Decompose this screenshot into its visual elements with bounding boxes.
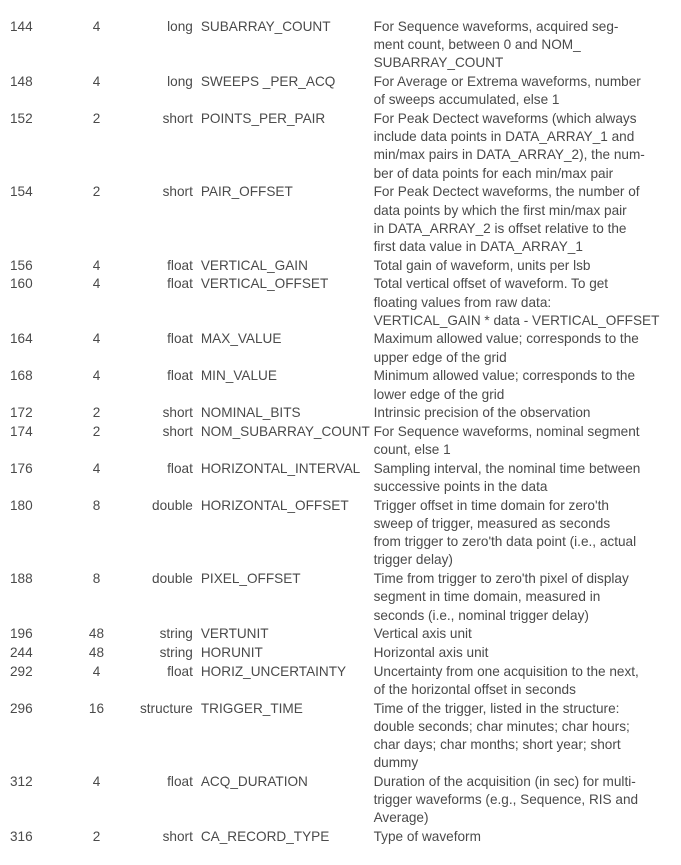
size-value: 8 [92, 497, 101, 513]
description-line: Total gain of waveform, units per lsb [373, 257, 591, 273]
table-row [0, 257, 681, 276]
description-line: Minimum allowed value; corresponds to the [373, 368, 636, 384]
name-cell: POINTS_PER_PAIR [200, 111, 326, 127]
description-line: Maximum allowed value; corresponds to the [373, 331, 639, 347]
offset-cell: 164 [10, 331, 33, 347]
size-cell [58, 570, 110, 625]
description-cell [374, 110, 681, 183]
size-value: 4 [92, 773, 101, 789]
size-cell [58, 663, 110, 700]
offset-cell: 160 [10, 276, 33, 292]
type-cell: short [162, 423, 193, 439]
size-value: 8 [92, 571, 101, 587]
offset-cell: 196 [10, 626, 33, 642]
description-cell [374, 570, 681, 625]
description-line: segment in time domain, measured in [373, 589, 601, 605]
description-line: VERTICAL_GAIN * data - VERTICAL_OFFSET [373, 312, 660, 328]
size-cell [58, 110, 110, 183]
offset-cell: 312 [10, 773, 33, 789]
table-row [0, 773, 681, 828]
description-line: char days; char months; short year; short [373, 736, 621, 752]
description-cell [374, 828, 681, 847]
size-value: 4 [92, 19, 101, 34]
size-cell [58, 828, 110, 847]
table-row [0, 275, 681, 330]
offset-cell: 156 [10, 257, 33, 273]
type-cell: long [167, 74, 193, 90]
type-cell: float [167, 331, 193, 347]
type-cell: short [162, 405, 193, 421]
size-cell [58, 700, 110, 773]
size-cell [58, 73, 110, 110]
offset-cell: 172 [10, 405, 33, 421]
description-line: floating values from raw data: [373, 294, 552, 310]
type-cell: short [162, 184, 193, 200]
size-value: 48 [88, 626, 105, 642]
offset-cell: 316 [10, 828, 33, 844]
description-line: successive points in the data [373, 479, 548, 495]
description-line: of the horizontal offset in seconds [373, 681, 576, 697]
description-line: ment count, between 0 and NOM_ [373, 37, 581, 53]
description-line: For Peak Dectect waveforms (which always [373, 111, 637, 127]
type-cell: float [167, 460, 193, 476]
name-cell: HORUNIT [200, 644, 263, 660]
table-row [0, 183, 681, 256]
table-row [0, 700, 681, 773]
type-cell: float [167, 773, 193, 789]
name-cell: SWEEPS _PER_ACQ [200, 74, 336, 90]
description-line: For Sequence waveforms, nominal segment [373, 423, 640, 439]
type-cell: double [152, 497, 193, 513]
size-cell [58, 423, 110, 460]
offset-cell: 180 [10, 497, 33, 513]
table-row [0, 18, 681, 73]
size-value: 2 [92, 111, 101, 127]
size-cell [58, 367, 110, 404]
name-cell: ACQ_DURATION [200, 773, 308, 789]
name-cell: HORIZONTAL_OFFSET [200, 497, 349, 513]
size-value: 4 [92, 257, 101, 273]
table-row [0, 110, 681, 183]
name-cell: HORIZONTAL_INTERVAL [200, 460, 361, 476]
description-line: seconds (i.e., nominal trigger delay) [373, 607, 589, 623]
name-cell: PIXEL_OFFSET [200, 571, 301, 587]
size-cell [58, 773, 110, 828]
table-row [0, 625, 681, 644]
type-cell: short [162, 111, 193, 127]
description-line: Sampling interval, the nominal time between [373, 460, 641, 476]
description-cell [374, 625, 681, 644]
description-cell [374, 404, 681, 423]
name-cell: VERTICAL_OFFSET [200, 276, 329, 292]
name-cell: MIN_VALUE [200, 368, 277, 384]
description-cell [374, 257, 681, 276]
description-line: ber of data points for each min/max pair [373, 165, 614, 181]
name-cell: NOM_SUBARRAY_COUNT [200, 423, 370, 439]
offset-cell: 296 [10, 700, 33, 716]
description-line: first data value in DATA_ARRAY_1 [373, 238, 583, 254]
type-cell: long [167, 19, 193, 34]
description-line: Duration of the acquisition (in sec) for multi- [373, 773, 636, 789]
description-line: For Average or Extrema waveforms, number [373, 74, 641, 90]
description-cell [374, 73, 681, 110]
name-cell: SUBARRAY_COUNT [200, 19, 331, 34]
offset-cell: 188 [10, 571, 33, 587]
description-line: Time of the trigger, listed in the structure: [373, 700, 620, 716]
table-row [0, 570, 681, 625]
offset-cell: 292 [10, 663, 33, 679]
description-line: For Peak Dectect waveforms, the number of [373, 184, 640, 200]
size-value: 4 [92, 368, 101, 384]
size-value: 4 [92, 74, 101, 90]
description-line: Total vertical offset of waveform. To get [373, 276, 609, 292]
type-cell: float [167, 368, 193, 384]
description-line: from trigger to zero'th data point (i.e., actual [373, 534, 637, 550]
description-cell [374, 18, 681, 73]
table-row [0, 460, 681, 497]
description-line: Average) [373, 810, 429, 826]
table-row [0, 330, 681, 367]
offset-cell: 154 [10, 184, 33, 200]
name-cell: VERTICAL_GAIN [200, 257, 308, 273]
description-line: Vertical axis unit [373, 626, 472, 642]
offset-cell: 168 [10, 368, 33, 384]
description-line: Uncertainty from one acquisition to the next, [373, 663, 639, 679]
size-value: 2 [92, 423, 101, 439]
description-line: in DATA_ARRAY_2 is offset relative to the [373, 220, 627, 236]
size-value: 2 [92, 828, 101, 844]
description-cell [374, 663, 681, 700]
description-line: Type of waveform [373, 828, 481, 844]
size-cell [58, 275, 110, 330]
size-cell [58, 497, 110, 570]
table-row [0, 497, 681, 570]
description-line: Horizontal axis unit [373, 644, 489, 660]
offset-cell: 176 [10, 460, 33, 476]
description-cell [374, 460, 681, 497]
table-row [0, 644, 681, 663]
size-value: 2 [92, 405, 101, 421]
table-row [0, 404, 681, 423]
description-line: Trigger offset in time domain for zero'th [373, 497, 609, 513]
type-cell: float [167, 257, 193, 273]
name-cell: VERTUNIT [200, 626, 269, 642]
type-cell: structure [139, 700, 193, 716]
description-cell [374, 497, 681, 570]
description-line: SUBARRAY_COUNT [373, 55, 504, 71]
description-cell [374, 773, 681, 828]
name-cell: PAIR_OFFSET [200, 184, 293, 200]
description-line: sweep of trigger, measured as seconds [373, 515, 611, 531]
table-row [0, 828, 681, 847]
table-row [0, 423, 681, 460]
description-cell [374, 367, 681, 404]
size-cell [58, 460, 110, 497]
type-cell: float [167, 276, 193, 292]
type-cell: string [159, 644, 193, 660]
size-cell [58, 644, 110, 663]
description-cell [374, 330, 681, 367]
size-cell [58, 625, 110, 644]
description-line: dummy [373, 755, 419, 771]
name-cell: NOMINAL_BITS [200, 405, 301, 421]
type-cell: float [167, 663, 193, 679]
size-value: 4 [92, 460, 101, 476]
description-cell [374, 275, 681, 330]
size-value: 4 [92, 276, 101, 292]
name-cell: HORIZ_UNCERTAINTY [200, 663, 347, 679]
size-value: 4 [92, 663, 101, 679]
type-cell: short [162, 828, 193, 844]
type-cell: double [152, 571, 193, 587]
name-cell: TRIGGER_TIME [200, 700, 303, 716]
waveform-descriptor-table [0, 18, 681, 847]
name-cell: MAX_VALUE [200, 331, 282, 347]
size-cell [58, 330, 110, 367]
type-cell: string [159, 626, 193, 642]
description-line: lower edge of the grid [373, 386, 505, 402]
name-cell: CA_RECORD_TYPE [200, 828, 330, 844]
description-cell [374, 423, 681, 460]
description-line: of sweeps accumulated, else 1 [373, 92, 560, 108]
size-cell [58, 18, 110, 73]
description-line: count, else 1 [373, 442, 451, 458]
description-line: trigger delay) [373, 552, 453, 568]
size-value: 16 [88, 700, 105, 716]
description-cell [374, 644, 681, 663]
description-line: data points by which the first min/max pair [373, 202, 627, 218]
size-cell [58, 183, 110, 256]
description-cell [374, 183, 681, 256]
description-line: Intrinsic precision of the observation [373, 405, 591, 421]
description-line: upper edge of the grid [373, 349, 507, 365]
size-value: 48 [88, 644, 105, 660]
description-line: include data points in DATA_ARRAY_1 and [373, 129, 635, 145]
size-value: 2 [92, 184, 101, 200]
description-cell [374, 700, 681, 773]
description-line: double seconds; char minutes; char hours; [373, 718, 630, 734]
description-line: For Sequence waveforms, acquired seg- [373, 19, 619, 34]
offset-cell: 244 [10, 644, 33, 660]
size-cell [58, 404, 110, 423]
offset-cell: 144 [10, 19, 33, 34]
description-line: Time from trigger to zero'th pixel of display [373, 571, 629, 587]
offset-cell: 148 [10, 74, 33, 90]
offset-cell: 152 [10, 111, 33, 127]
description-line: min/max pairs in DATA_ARRAY_2), the num- [373, 147, 645, 163]
table-row [0, 367, 681, 404]
size-cell [58, 257, 110, 276]
table-row [0, 663, 681, 700]
description-line: trigger waveforms (e.g., Sequence, RIS and [373, 792, 639, 808]
size-value: 4 [92, 331, 101, 347]
offset-cell: 174 [10, 423, 33, 439]
table-row [0, 73, 681, 110]
